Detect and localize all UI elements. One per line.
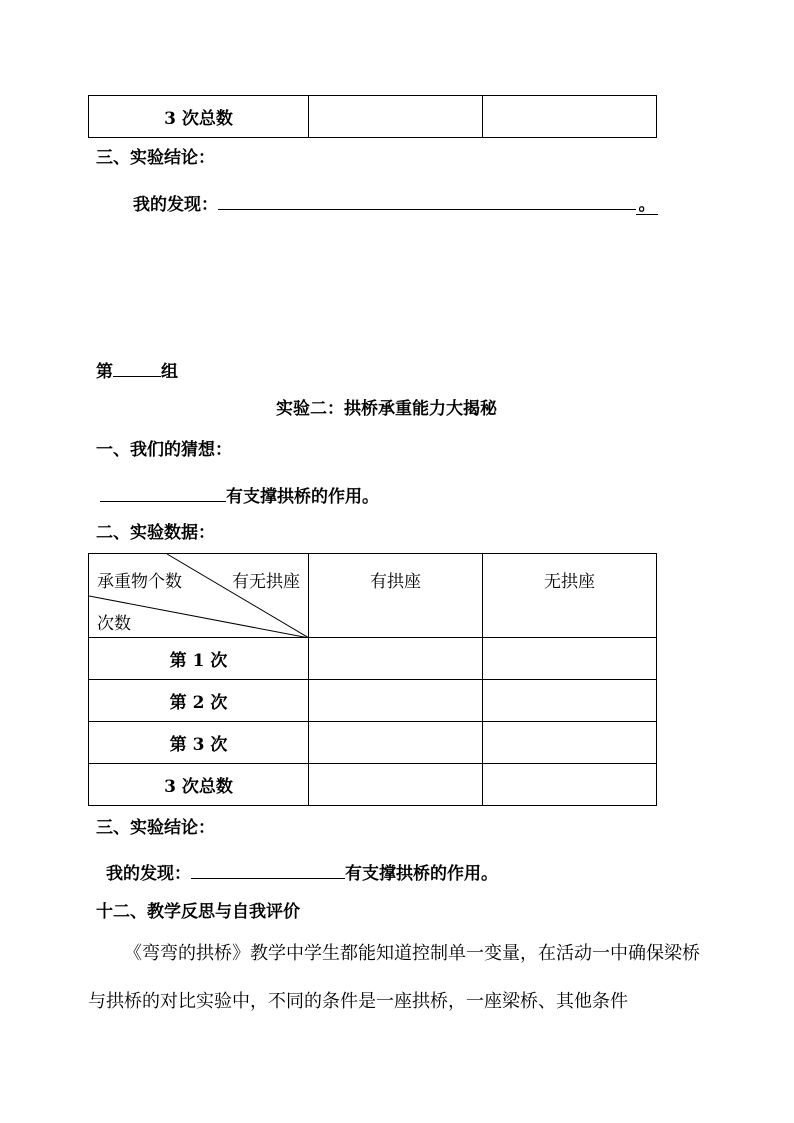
finding-label-1: 我的发现： xyxy=(133,195,218,215)
finding-label-2: 我的发现： xyxy=(106,864,191,884)
table-cell xyxy=(309,722,483,764)
guess-heading: 一、我们的猜想： xyxy=(96,440,232,460)
top-data-table xyxy=(88,95,657,138)
finding-suffix-2: 有支撑拱桥的作用。 xyxy=(345,864,498,884)
data-heading: 二、实验数据： xyxy=(96,523,215,543)
cell-with-abutment-total xyxy=(309,96,483,138)
group-blank xyxy=(113,359,161,377)
finding-blank-1 xyxy=(218,192,636,210)
cell-without-abutment-total xyxy=(483,96,657,138)
table-cell xyxy=(483,638,657,680)
group-suffix: 组 xyxy=(161,362,178,382)
row-label-trial-2: 第 2 次 xyxy=(89,680,309,722)
reflection-paragraph xyxy=(88,930,706,1026)
section12-heading: 十二、教学反思与自我评价 xyxy=(96,902,300,922)
header-load-count: 承重物个数 xyxy=(97,572,182,592)
row-label-trial-3: 第 3 次 xyxy=(89,722,309,764)
table-cell xyxy=(483,764,657,806)
table-cell xyxy=(483,680,657,722)
table-cell xyxy=(309,680,483,722)
table-cell xyxy=(309,638,483,680)
table-cell xyxy=(309,764,483,806)
guess-suffix: 有支撑拱桥的作用。 xyxy=(226,487,379,507)
finding-end-1: 。 xyxy=(636,197,658,215)
guess-blank xyxy=(100,484,226,502)
row-label-total-2: 3 次总数 xyxy=(89,764,309,806)
finding-line-1 xyxy=(133,192,658,215)
row-label-total: 3 次总数 xyxy=(89,96,309,138)
conclusion-heading-1: 三、实验结论： xyxy=(96,148,215,168)
table-cell xyxy=(483,722,657,764)
header-trial: 次数 xyxy=(97,614,131,634)
finding-line-2 xyxy=(106,861,498,883)
experiment2-title: 实验二：拱桥承重能力大揭秘 xyxy=(276,399,497,419)
group-line xyxy=(96,359,178,381)
conclusion-heading-2: 三、实验结论： xyxy=(96,818,215,838)
diagonal-header-cell xyxy=(89,554,309,638)
reflection-text: 《弯弯的拱桥》教学中学生都能知道控制单一变量，在活动一中确保梁桥与拱桥的对比实验中，不同的条件是一座拱桥，一座梁桥、其他条件 xyxy=(88,943,700,1012)
experiment2-data-table xyxy=(88,553,657,806)
col-header-without-abutment: 无拱座 xyxy=(483,554,657,638)
header-abutment: 有无拱座 xyxy=(232,572,300,592)
row-label-trial-1: 第 1 次 xyxy=(89,638,309,680)
finding-blank-2 xyxy=(191,861,345,879)
group-prefix: 第 xyxy=(96,362,113,382)
col-header-with-abutment: 有拱座 xyxy=(309,554,483,638)
guess-line xyxy=(100,484,379,506)
